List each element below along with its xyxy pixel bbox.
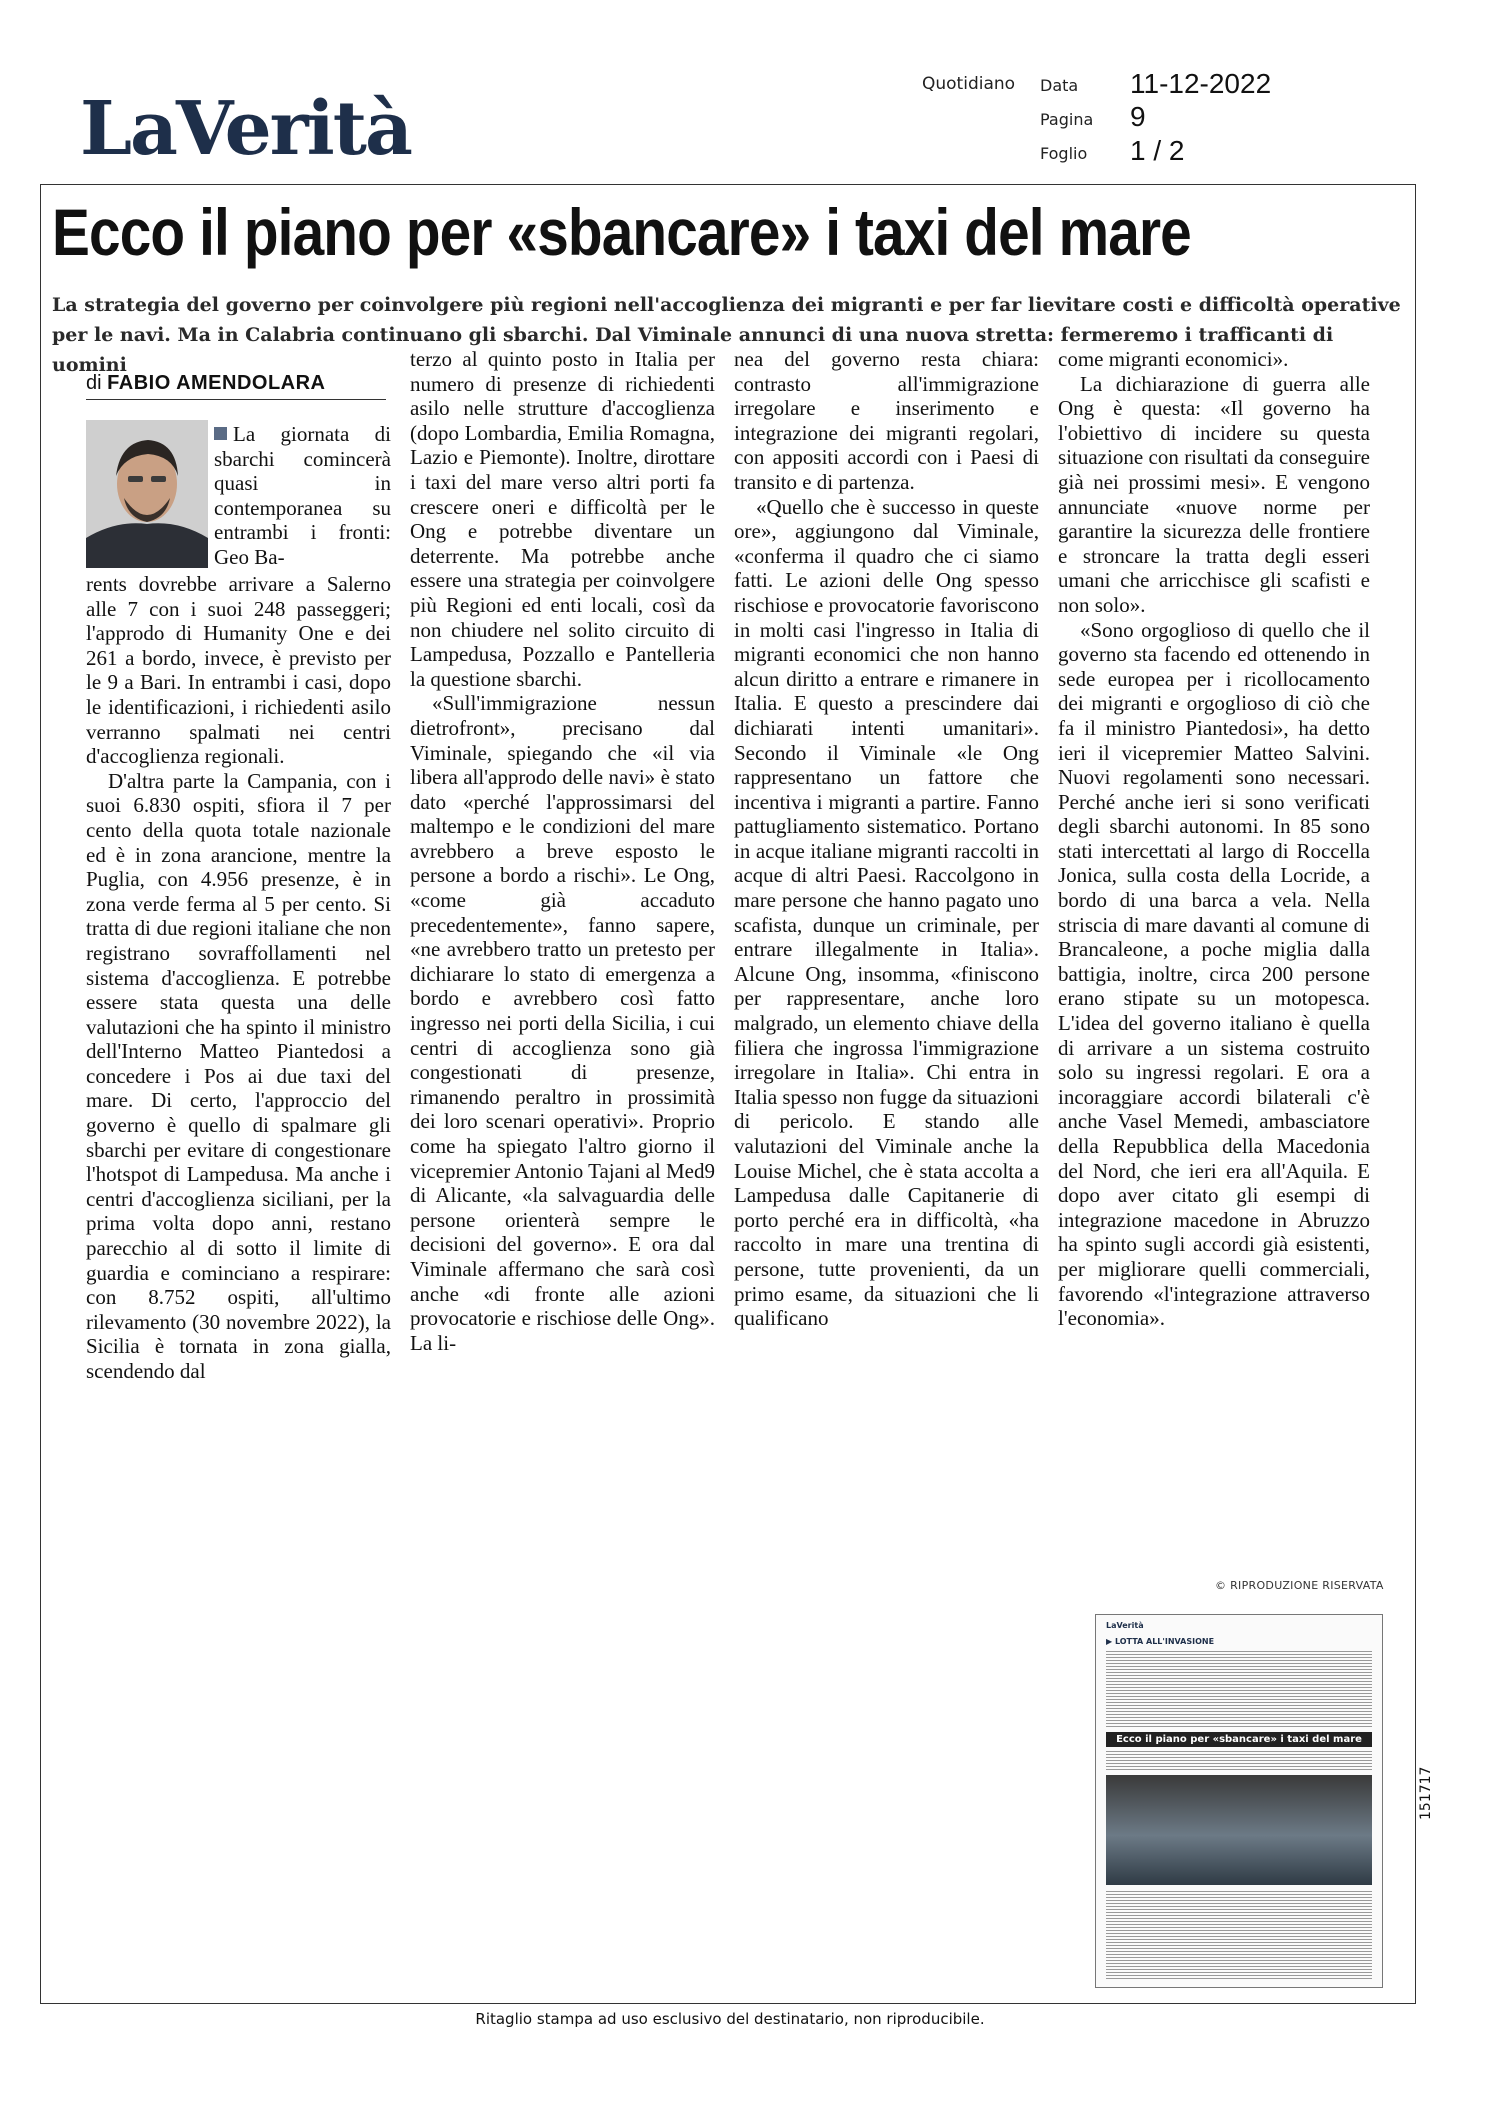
column-3 (734, 347, 1039, 1331)
thumbnail-headline: Ecco il piano per «sbancare» i taxi del mare (1106, 1732, 1372, 1747)
meta-data-label: Data (1040, 76, 1079, 95)
byline-author: FABIO AMENDOLARA (107, 372, 326, 394)
column-2-paragraph: «Sull'immigrazione nessun dietrofront», precisano dal Viminale, spiegando che «il via libera all'approdo delle navi» è stato dato «perché l'approssimarsi del maltempo e le condizioni del mare avrebbero a breve esposto le persone a bordo a rischi». Le Ong, «come già accaduto precedentemente», fanno sapere, «ne avrebbero tratto un pretesto per dichiarare lo stato di emergenza a bordo e avrebbero così fatto ingresso nei porti della Sicilia, i cui centri di accoglienza sono già congestionati di presenze, rimanendo peraltro in prossimità dei loro scenari operativi». Proprio come ha spiegato l'altro giorno il vicepremier Antonio Tajani al Med9 di Alicante, «la salvaguardia delle persone orienterà sempre le decisioni del governo». E ora dal Viminale affermano che sarà così anche «di fronte alle azioni provocatorie e rischiose delle Ong». La li- (410, 691, 715, 1355)
meta-data-value: 11-12-2022 (1130, 68, 1272, 99)
column-1-paragraph: rents dovrebbe arrivare a Salerno alle 7 con i suoi 248 passeggeri; l'approdo di Humanity One e dei 261 a bordo, invece, è previsto per le 9 a Bari. In entrambi i casi, dopo le identificazioni, i richiedenti asilo verranno spalmati nei centri d'accoglienza regionali. (86, 572, 391, 769)
column-4-paragraph: come migranti economici». (1058, 347, 1289, 371)
thumbnail-text-block (1106, 1751, 1372, 1771)
copyright-note: © RIPRODUZIONE RISERVATA (1215, 1579, 1384, 1592)
side-code: 151717 (1418, 1766, 1434, 1820)
column-4-paragraph: «Sono orgoglioso di quello che il governo sta facendo ed ottenendo in sede europea per i ricollocamento dei migranti e orgoglioso di ciò che fa il ministro Piantedosi», ha detto ieri il vicepremier Matteo Salvini. Nuovi regolamenti sono necessari. Perché anche ieri si sono verificati degli sbarchi autonomi. In 85 sono stati intercettati al largo di Roccella Jonica, sulla costa della Locride, a bordo di una barca a vela. Nella striscia di mare davanti al comune di Brancaleone, a poche miglia dalla battigia, inoltre, circa 200 persone erano stipate su un motopesca. L'idea del governo italiano è quella di arrivare a un sistema costruito solo su ingressi regolari. E ora a incoraggiare accordi bilaterali c'è anche Vasel Memedi, ambasciatore della Repubblica della Macedonia del Nord, che ieri era all'Aquila. E dopo aver citato gli esempi di integrazione macedone in Abruzzo ha spinto sugli accordi già esistenti, per migliorare quelli commerciali, favorendo «l'integrazione attraverso l'economia». (1058, 617, 1370, 1331)
thumbnail-text-block (1106, 1891, 1372, 1979)
meta-pagina-label: Pagina (1040, 110, 1094, 129)
thumbnail-text-block (1106, 1651, 1372, 1727)
column-1 (86, 572, 391, 1384)
thumbnail-masthead: LaVerità (1106, 1621, 1144, 1630)
column-4-paragraph: La dichiarazione di guerra alle Ong è questa: «Il governo ha l'obiettivo di incidere su questa situazione con risultati da conseguire già nei prossimi mesi». E vengono annunciate «nuove norme per garantire la sicurezza delle frontiere e stroncare la tratta degli esseri umani che arricchisce gli scafisti e non solo». (1058, 371, 1370, 617)
meta-foglio-label: Foglio (1040, 144, 1088, 163)
meta-quotidiano: Quotidiano (922, 74, 1016, 94)
column-1-intro (214, 422, 391, 570)
thumbnail-section: ▶ LOTTA ALL'INVASIONE (1106, 1637, 1215, 1646)
masthead-logo: LaVerità (80, 86, 411, 172)
column-4 (1058, 347, 1370, 1331)
author-photo (86, 420, 208, 568)
meta-pagina-value: 9 (1130, 101, 1146, 132)
byline (86, 372, 386, 400)
column-3-paragraph: nea del governo resta chiara: contrasto all'immigrazione irregolare e inserimento e integrazione dei migranti regolari, con appositi accordi con i Paesi di transito e di partenza. (734, 347, 1039, 494)
meta-foglio-value: 1 / 2 (1130, 135, 1185, 166)
column-1-paragraph: D'altra parte la Campania, con i suoi 6.830 ospiti, sfiora il 7 per cento della quota totale nazionale ed è in zona arancione, mentre la Puglia, con 4.956 presenze, è in zona verde ferma al 5 per cento. Si tratta di due regioni italiane che non registrano sovraffollamenti nel sistema d'accoglienza. E potrebbe essere stata questa una delle valutazioni che ha spinto il ministro dell'Interno Matteo Piantedosi a concedere i Pos ai due taxi del mare. Di certo, l'approccio del governo è quello di spalmare gli sbarchi per evitare di congestionare l'hotspot di Lampedusa. Ma anche i centri d'accoglienza siciliani, per la prima volta dopo anni, restano parecchio al di sotto il limite di guardia e cominciano a respirare: con 8.752 ospiti, all'ultimo rilevamento (30 novembre 2022), la Sicilia è tornata in zona gialla, scendendo dal (86, 768, 391, 1383)
article-subhead: La strategia del governo per coinvolgere più regioni nell'accoglienza dei migranti e per far lievitare costi e difficoltà operative per le navi. Ma in Calabria continuano gli sbarchi. Dal Viminale annunci di una nuova stretta: fermeremo i trafficanti di uomini (52, 294, 1401, 376)
byline-prefix: di (86, 372, 102, 394)
column-3-paragraph: «Quello che è successo in queste ore», aggiungono dal Viminale, «conferma il quadro che ci siamo fatti. Le azioni delle Ong spesso rischiose e provocatorie favoriscono in molti casi l'ingresso in Italia di migranti economici che non hanno alcun diritto a entrare e rimanere in Italia. E questo a prescindere dai dichiarati intenti umanitari». Secondo il Viminale «le Ong rappresentano un fattore che incentiva i migranti a partire. Fanno pattugliamento sistematico. Portano in acque italiane migranti raccolti in acque di altri Paesi. Raccolgono in mare persone che hanno pagato uno scafista, dunque un criminale, per entrare illegalmente in Italia». Alcune Ong, insomma, «finiscono per rappresentare, anche loro malgrado, un elemento chiave della filiera che ingrossa l'immigrazione irregolare in Italia». Chi entra in Italia spesso non fugge da situazioni di pericolo. E stando alle valutazioni del Viminale anche la Louise Michel, che è stata accolta a Lampedusa dalle Capitanerie di porto perché era in difficoltà, «ha raccolto in mare una trentina di persone, tutte provenienti, da un primo esame, da situazioni che li qualificano (734, 494, 1040, 1331)
footer-note: Ritaglio stampa ad uso esclusivo del destinatario, non riproducibile. (475, 2010, 985, 2028)
article-start-square-icon (214, 427, 227, 440)
column-2 (410, 347, 715, 1355)
page-thumbnail (1095, 1614, 1383, 1988)
column-2-paragraph: terzo al quinto posto in Italia per numero di presenze di richiedenti asilo nelle strutture d'accoglienza (dopo Lombardia, Emilia Romagna, Lazio e Piemonte). Inoltre, dirottare i taxi del mare verso altri porti fa crescere oneri e difficoltà per le Ong e potrebbe diventare un deterrente. Ma potrebbe anche essere una strategia per coinvolgere più Regioni ed enti locali, così da non chiudere nel solito circuito di Lampedusa, Pozzallo e Pantelleria la questione sbarchi. (410, 347, 715, 691)
thumbnail-photo (1106, 1775, 1372, 1885)
article-headline: Ecco il piano per «sbancare» i taxi del mare (52, 195, 1191, 269)
column-1-intro-text: La giornata di sbarchi comincerà quasi in contemporanea su entrambi i fronti: Geo Ba- (214, 422, 391, 569)
